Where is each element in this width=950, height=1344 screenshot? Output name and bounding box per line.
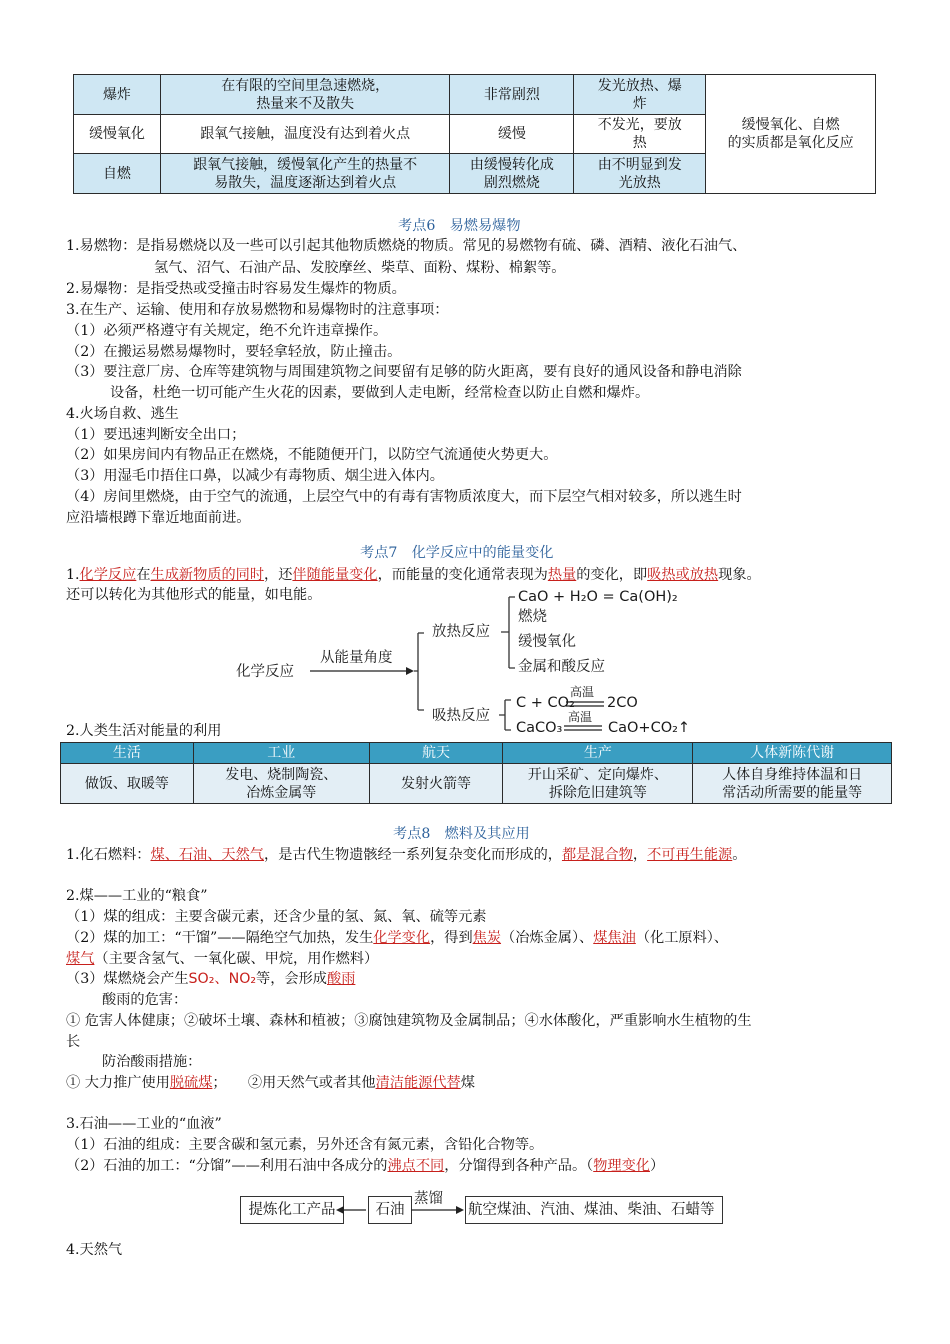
table-cell: 发光放热、爆 炸 xyxy=(574,75,706,115)
paragraph: （2）在搬运易燃易爆物时，要轻拿轻放，防止撞击。 xyxy=(66,344,402,360)
paragraph: 3.在生产、运输、使用和存放易燃物和易爆物时的注意事项： xyxy=(66,302,449,318)
table-cell: 开山采矿、定向爆炸、 拆除危旧建筑等 xyxy=(503,764,693,804)
diagram-root-label: 化学反应 xyxy=(236,664,294,680)
paragraph: 4.火场自救、逃生 xyxy=(66,406,179,422)
exothermic-item: 燃烧 xyxy=(518,609,547,625)
paragraph: 长 xyxy=(66,1034,81,1050)
paragraph: （1）必须严格遵守有关规定，绝不允许违章操作。 xyxy=(66,323,388,339)
paragraph: ① 大力推广使用脱硫煤； ②用天然气或者其他清洁能源代替煤 xyxy=(66,1075,475,1091)
table-cell: 发电、烧制陶瓷、 冶炼金属等 xyxy=(193,764,369,804)
paragraph: ① 危害人体健康；②破坏土壤、森林和植被；③腐蚀建筑物及金属制品；④水体酸化，严重影响水生植物的生 xyxy=(66,1013,752,1029)
paragraph: （2）煤的加工：“干馏”——隔绝空气加热，发生化学变化，得到焦炭（冶炼金属）、煤焦油（化工原料）、 xyxy=(66,930,729,946)
paragraph: 1.易燃物：是指易燃烧以及一些可以引起其他物质燃烧的物质。常见的易燃物有硫、磷、酒精、液化石油气、 xyxy=(66,238,747,254)
endothermic-label: 吸热反应 xyxy=(432,708,490,724)
table-cell: 非常剧烈 xyxy=(450,75,574,115)
table-cell: 人体自身维持体温和日 常活动所需要的能量等 xyxy=(693,764,892,804)
paragraph: （3）用湿毛巾捂住口鼻，以减少有毒物质、烟尘进入体内。 xyxy=(66,468,444,484)
table-cell: 由缓慢转化成 剧烈燃烧 xyxy=(450,154,574,194)
endothermic-eq1-condition: 高温 xyxy=(570,685,595,699)
paragraph: 3.石油——工业的“血液” xyxy=(66,1116,222,1132)
flow-box-chemical-products: 提炼化工产品 xyxy=(240,1196,344,1224)
section-7-title: 考点7 化学反应中的能量变化 xyxy=(360,545,554,561)
paragraph: 酸雨的危害： xyxy=(102,992,188,1008)
table-cell: 由不明显到发 光放热 xyxy=(574,154,706,194)
flow-box-products: 航空煤油、汽油、煤油、柴油、石蜡等 xyxy=(465,1196,723,1224)
paragraph: 2.人类生活对能量的利用 xyxy=(66,723,222,739)
paragraph: 应沿墙根蹲下靠近地面前进。 xyxy=(66,510,251,526)
endothermic-eq2-left: CaCO₃ xyxy=(516,720,563,736)
table-header-cell: 航天 xyxy=(369,743,503,764)
flow-arrow-label: 蒸馏 xyxy=(414,1191,443,1207)
paragraph: 设备，杜绝一切可能产生火花的因素，要做到人走电断，经常检查以防止自燃和爆炸。 xyxy=(110,385,650,401)
table-cell: 做饭、取暖等 xyxy=(61,764,194,804)
exothermic-item: CaO + H₂O = Ca(OH)₂ xyxy=(518,589,678,605)
table-header-cell: 工业 xyxy=(193,743,369,764)
paragraph: （4）房间里燃烧，由于空气的流通，上层空气中的有毒有害物质浓度大，而下层空气相对较多，所以逃生时 xyxy=(66,489,742,505)
table-cell: 跟氧气接触，温度没有达到着火点 xyxy=(160,115,450,154)
paragraph: （1）煤的组成：主要含碳元素，还含少量的氢、氮、氧、硫等元素 xyxy=(66,909,487,925)
table-cell: 在有限的空间里急速燃烧， 热量来不及散失 xyxy=(160,75,450,115)
paragraph: 防治酸雨措施： xyxy=(102,1054,202,1070)
endothermic-eq2-right: CaO+CO₂↑ xyxy=(608,720,691,736)
flow-box-petroleum: 石油 xyxy=(368,1196,412,1224)
endothermic-eq1-right: 2CO xyxy=(607,695,638,711)
paragraph: 2.煤——工业的“粮食” xyxy=(66,888,208,904)
paragraph: 氢气、沼气、石油产品、发胶摩丝、柴草、面粉、煤粉、棉絮等。 xyxy=(154,260,566,276)
table-header-cell: 生活 xyxy=(61,743,194,764)
table-cell: 缓慢 xyxy=(450,115,574,154)
table-cell: 发射火箭等 xyxy=(369,764,503,804)
table-note-cell: 缓慢氧化、自燃 的实质都是氧化反应 xyxy=(706,75,876,194)
endothermic-eq1-left: C + CO₂ xyxy=(516,695,575,711)
section-8-title: 考点8 燃料及其应用 xyxy=(393,826,530,842)
table-cell: 跟氧气接触，缓慢氧化产生的热量不 易散失，温度逐渐达到着火点 xyxy=(160,154,450,194)
paragraph: （3）煤燃烧会产生SO₂、NO₂等，会形成酸雨 xyxy=(66,971,356,987)
table-cell: 不发光，要放 热 xyxy=(574,115,706,154)
endothermic-eq2-condition: 高温 xyxy=(568,710,593,724)
table-cell: 自燃 xyxy=(74,154,161,194)
paragraph: （2）如果房间内有物品正在燃烧，不能随便开门，以防空气流通使火势更大。 xyxy=(66,447,558,463)
section-6-title: 考点6 易燃易爆物 xyxy=(398,218,521,234)
diagram-arrow-label: 从能量角度 xyxy=(320,650,393,666)
exothermic-item: 金属和酸反应 xyxy=(518,659,605,675)
paragraph: 1.化石燃料：煤、石油、天然气，是古代生物遗骸经一系列复杂变化而形成的，都是混合物，不可再生能源。 xyxy=(66,847,747,863)
exothermic-label: 放热反应 xyxy=(432,624,490,640)
table-cell: 缓慢氧化 xyxy=(74,115,161,154)
paragraph: 还可以转化为其他形式的能量，如电能。 xyxy=(66,587,322,603)
paragraph: 1.化学反应在生成新物质的同时，还伴随能量变化，而能量的变化通常表现为热量的变化，即吸热或放热现象。 xyxy=(66,567,761,583)
paragraph: 4.天然气 xyxy=(66,1242,123,1258)
exothermic-item: 缓慢氧化 xyxy=(518,634,576,650)
table-header-cell: 人体新陈代谢 xyxy=(693,743,892,764)
paragraph: （1）要迅速判断安全出口； xyxy=(66,427,246,443)
paragraph: （2）石油的加工：“分馏”——利用石油中各成分的沸点不同，分馏得到各种产品。（物理变化） xyxy=(66,1158,665,1174)
table-cell: 爆炸 xyxy=(74,75,161,115)
paragraph: （1）石油的组成：主要含碳和氢元素，另外还含有氮元素，含铅化合物等。 xyxy=(66,1137,544,1153)
paragraph: 2.易爆物：是指受热或受撞击时容易发生爆炸的物质。 xyxy=(66,281,406,297)
table-header-cell: 生产 xyxy=(503,743,693,764)
paragraph: （3）要注意厂房、仓库等建筑物与周围建筑物之间要留有足够的防火距离，要有良好的通风设备和静电消除 xyxy=(66,364,742,380)
paragraph: 煤气（主要含氢气、一氧化碳、甲烷，用作燃料） xyxy=(66,951,379,967)
